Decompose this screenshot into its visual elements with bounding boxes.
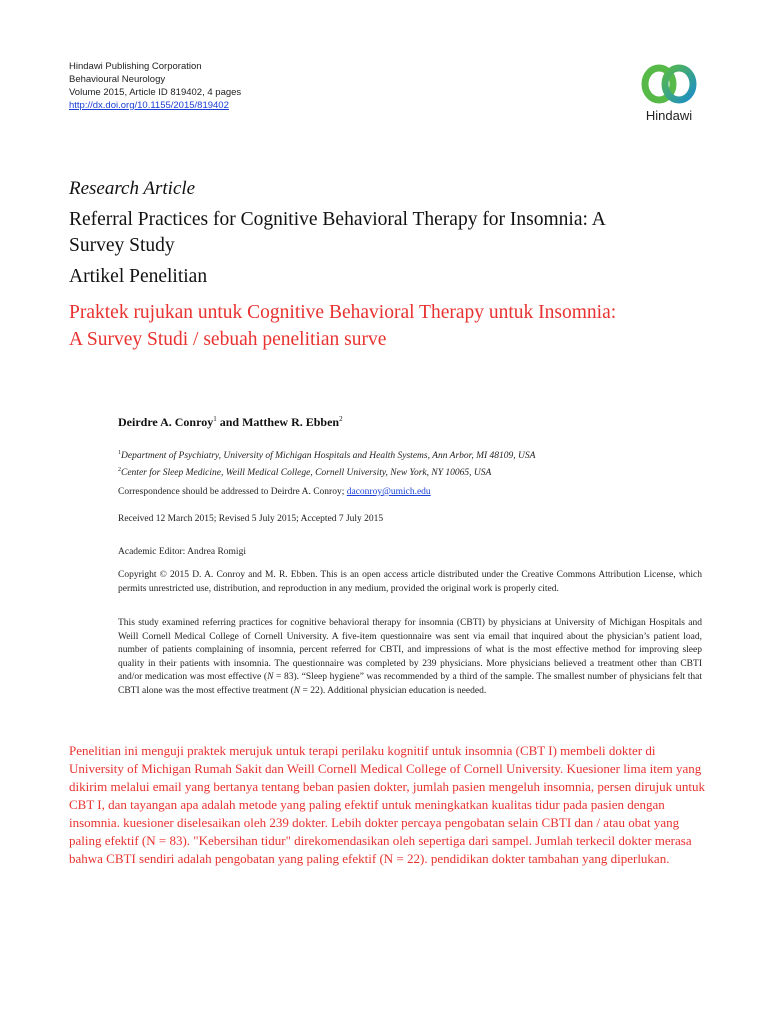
copyright-notice: Copyright © 2015 D. A. Conroy and M. R. Ebben. This is an open access article distributed under the Creative Commons Attribution License, which permits unrestricted use, distribution, and reproduction in any medium, provided the original work is properly cited. (118, 570, 702, 594)
journal-name: Behavioural Neurology (69, 74, 166, 85)
article-title-indonesian: Praktek rujukan untuk Cognitive Behavioral Therapy untuk Insomnia: A Survey Studi / sebuah penelitian surve (69, 302, 617, 350)
hindawi-logo (632, 62, 706, 123)
publisher-name: Hindawi Publishing Corporation (69, 61, 202, 72)
correspondence-email-link[interactable]: daconroy@umich.edu (346, 487, 431, 497)
journal-header (69, 60, 241, 112)
author-name: Deirdre A. Conroy (118, 415, 214, 429)
article-type-label-indonesian: Artikel Penelitian (69, 266, 208, 287)
author-connector: and (216, 415, 243, 429)
article-dates: Received 12 March 2015; Revised 5 July 2015; Accepted 7 July 2015 (118, 514, 384, 524)
affiliation-item: $^2$Center for Sleep Medicine, Weill Medical College, Cornell University, New York, NY 10065, USA (118, 467, 492, 479)
author-line (118, 415, 343, 430)
article-type-label: Research Article (69, 178, 196, 199)
correspondence-line: Correspondence should be addressed to Deirdre A. Conroy; daconroy@umich.edu (118, 487, 431, 497)
affiliation-item: $^1$Department of Psychiatry, University of Michigan Hospitals and Health Systems, Ann Arbor, MI 48109, USA (118, 450, 536, 462)
author-affil-marker: 2 (339, 415, 343, 423)
article-title-english: Referral Practices for Cognitive Behavioral Therapy for Insomnia: A Survey Study (69, 209, 605, 256)
abstract-text: This study examined referring practices for cognitive behavioral therapy for insomnia (CBTI) by physicians at University of Michigan Hospitals and Weill Cornell Medical College of Cornell University. A five-item questionnaire was sent via email that inquired about the physician’s patient load, number of patients complaining of insomnia, percent referred for CBTI, and impressions of what is the most effective method for improving sleep quality in their patients with insomnia. The questionnaire was completed by 239 physicians. More physicians believed a treatment other than CBTI and/or medication was most effective (N = 83). “Sleep hygiene” was recommended by a third of the sample. The smallest number of physicians felt that CBTI alone was the most effective treatment (N = 22). Additional physician education is needed. (118, 618, 702, 696)
affiliations (118, 446, 535, 480)
abstract-translation-indonesian: Penelitian ini menguji praktek merujuk untuk terapi perilaku kognitif untuk insomnia (CBT I) membeli dokter di University of Michigan Rumah Sakit dan Weill Cornell Medical College of Cornell University. Kuesioner lima item yang dikirim melalui email yang bertanya tentang beban pasien dokter, jumlah pasien mengeluh insomnia, persen dirujuk untuk CBT I, dan tayangan apa adalah metode yang paling efektif untuk meningkatkan kualitas tidur pada pasien dengan insomnia. kuesioner diselesaikan oleh 239 dokter. Lebih dokter percaya pengobatan selain CBTI dan / atau obat yang paling efektif (N = 83). "Kebersihan tidur" direkomendasikan oleh sepertiga dari sampel. Jumlah terkecil dokter merasa bahwa CBTI sendiri adalah pengobatan yang paling efektif (N = 22). pendidikan dokter tambahan yang diperlukan. (69, 743, 705, 866)
author-affil-marker: 1 (213, 415, 217, 423)
academic-editor: Academic Editor: Andrea Romigi (118, 547, 246, 557)
author-name: Matthew R. Ebben (242, 415, 340, 429)
logo-text: Hindawi (645, 108, 693, 123)
doi-link[interactable]: http://dx.doi.org/10.1155/2015/819402 (69, 100, 229, 111)
hindawi-rings-icon (639, 62, 699, 106)
volume-info: Volume 2015, Article ID 819402, 4 pages (69, 87, 242, 98)
